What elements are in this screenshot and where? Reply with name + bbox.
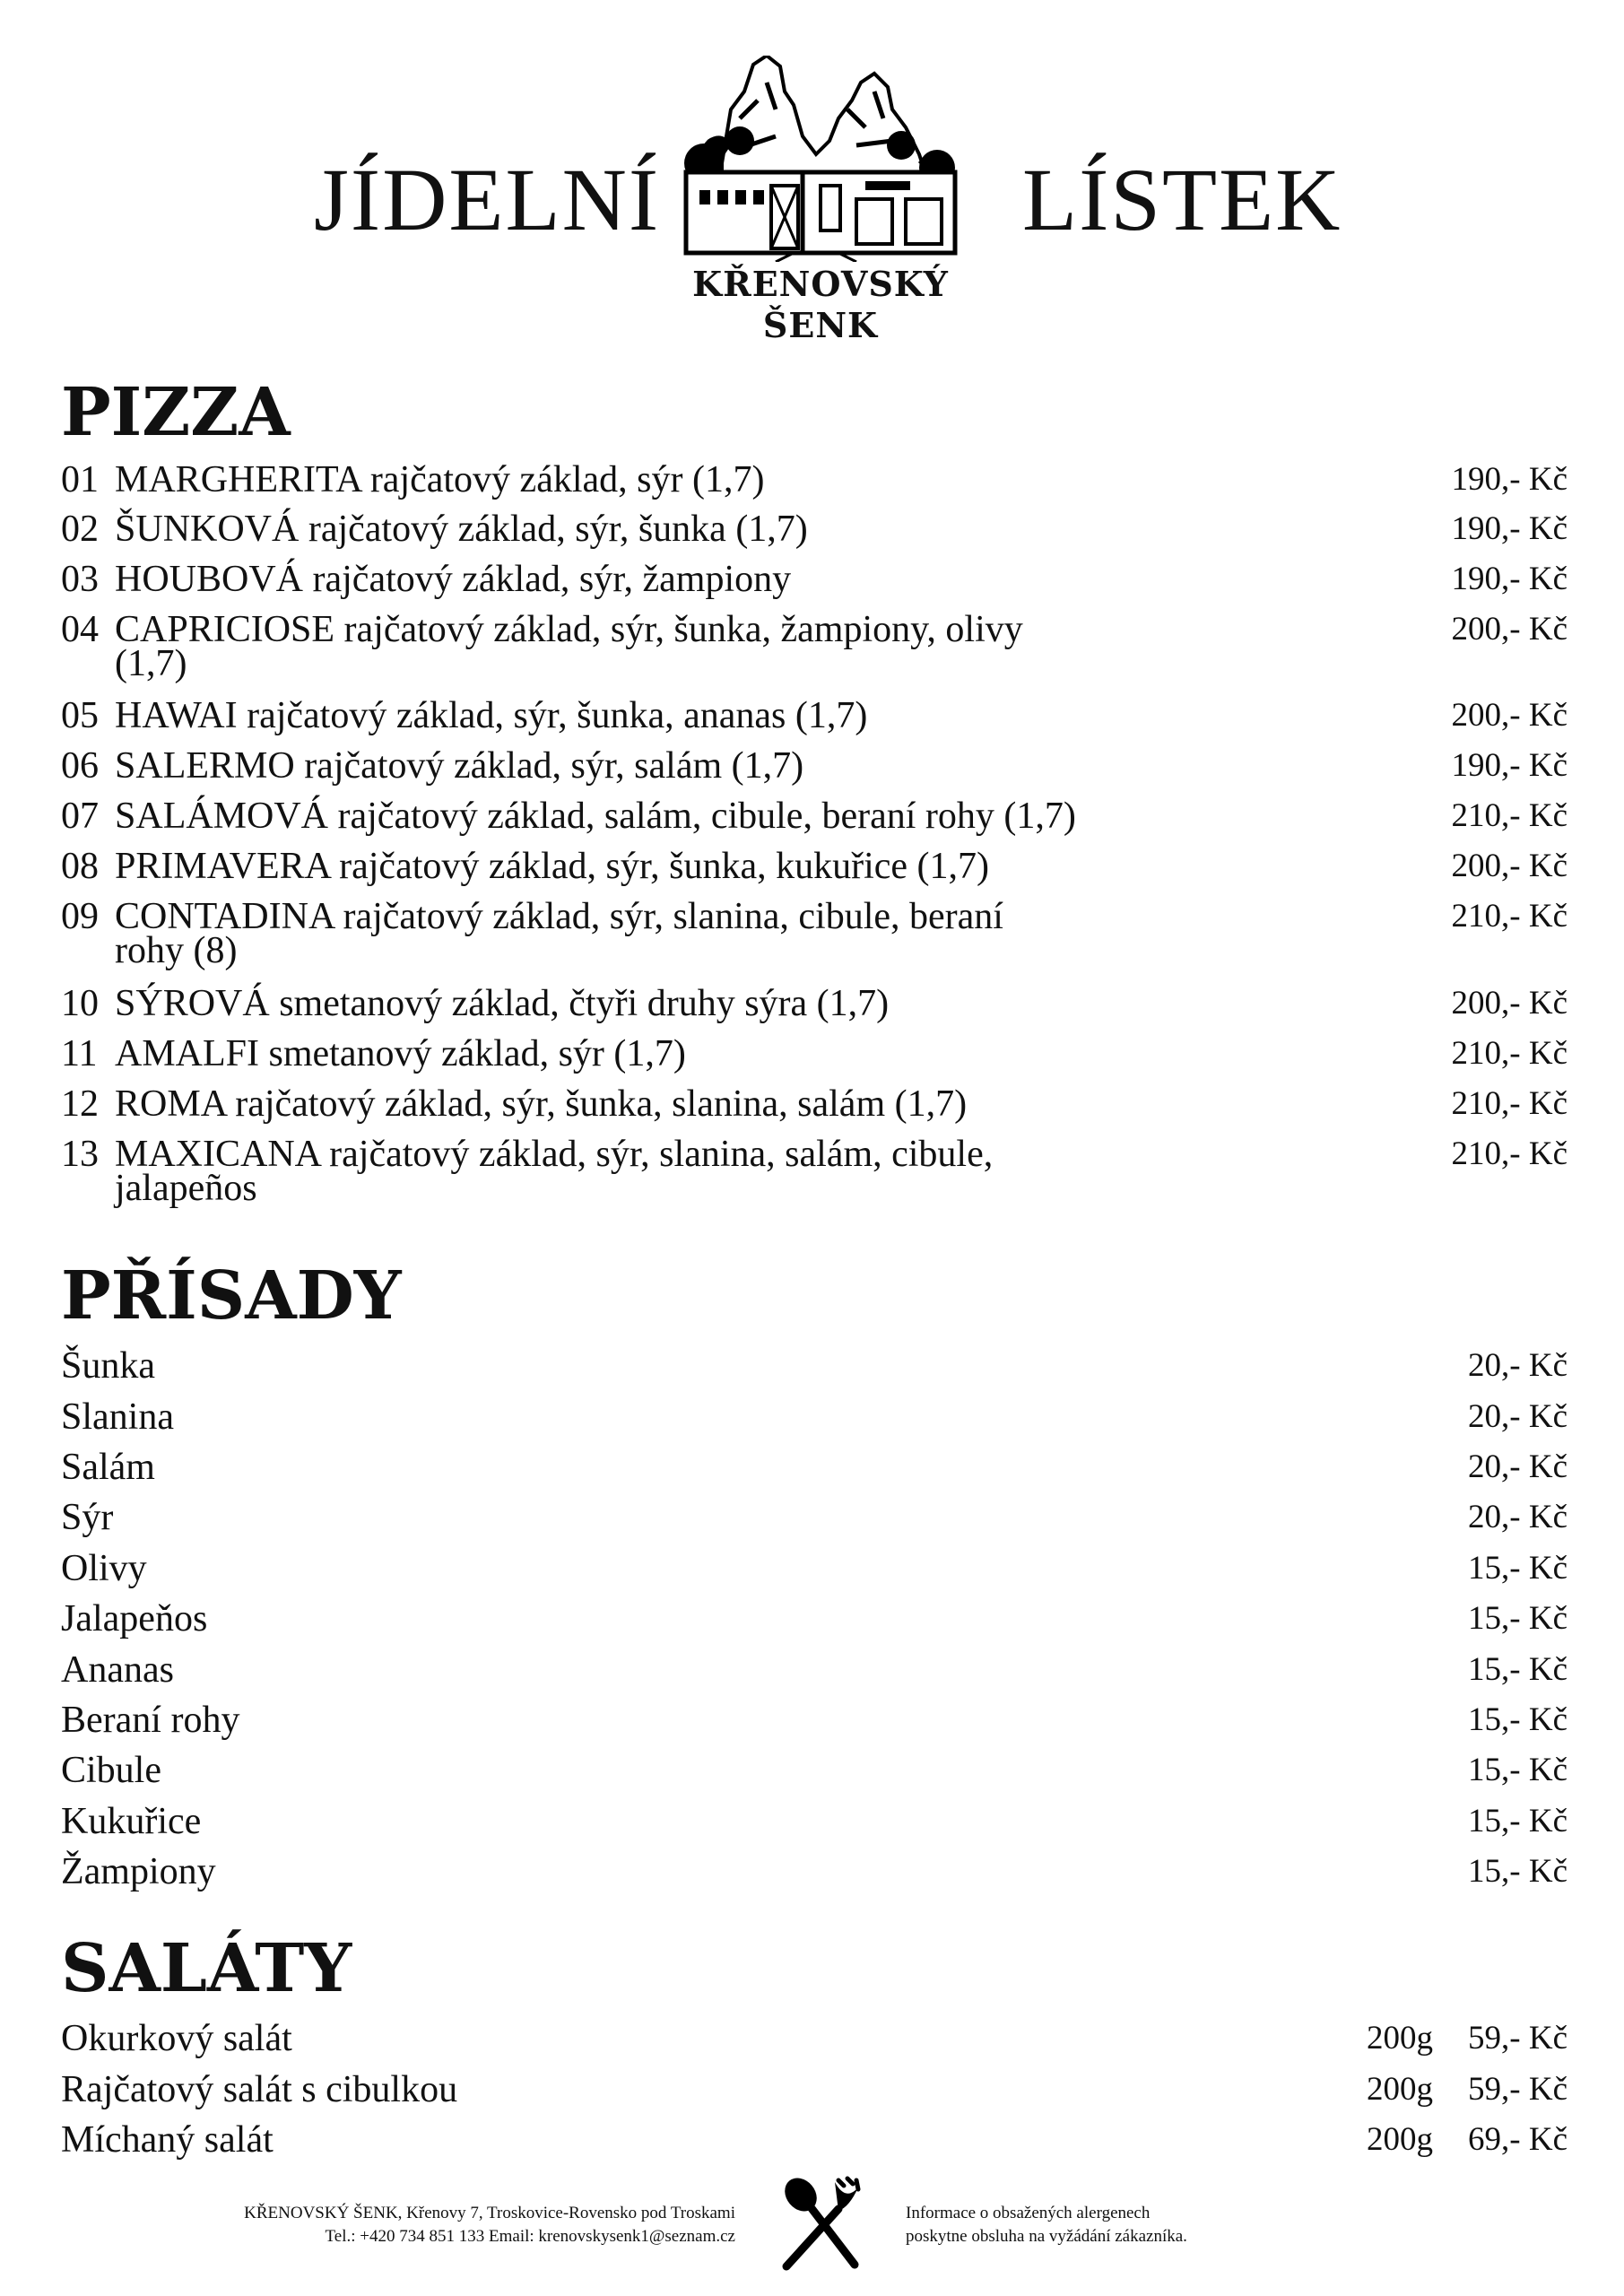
item-name: CONTADINA rajčatový základ, sýr, slanina, cibule, beraní [115,896,1003,937]
item-name: MAXICANA rajčatový základ, sýr, slanina, salám, cibule, [115,1134,994,1175]
item-price: 20,- Kč [1468,1448,1568,1485]
footer-address [152,2202,735,2248]
item-price: 210,- Kč [1451,898,1568,935]
item-price: 200,- Kč [1451,985,1568,1022]
menu-header [0,0,1624,350]
item-number: 02 [61,509,99,550]
item-price: 15,- Kč [1468,1600,1568,1637]
item-name-continued: jalapeños [115,1168,257,1209]
section-title-pizza: PIZZA [61,374,291,451]
menu-footer [0,2175,1624,2274]
item-name: Slanina [61,1396,174,1438]
castle-building-logo-icon [659,56,982,262]
item-number: 06 [61,745,99,787]
prisady-section [61,1256,1568,1910]
footer-allergen-line1: Informace o obsažených alergenech [906,2204,1151,2222]
item-price: 15,- Kč [1468,1701,1568,1738]
item-name: Beraní rohy [61,1700,240,1741]
item-name: SALÁMOVÁ rajčatový základ, salám, cibule, beraní rohy (1,7) [115,796,1076,837]
item-price: 190,- Kč [1451,510,1568,547]
item-name: Míchaný salát [61,2119,274,2161]
item-number: 10 [61,983,99,1024]
item-name-continued: rohy (8) [115,930,238,971]
title-left: JÍDELNÍ [314,150,661,249]
logo-text-line1: KŘENOVSKÝ [692,264,949,304]
restaurant-logo [659,56,982,343]
item-name: MARGHERITA rajčatový základ, sýr (1,7) [115,459,765,500]
item-number: 11 [61,1033,98,1074]
item-price: 15,- Kč [1468,1651,1568,1688]
item-price: 59,- Kč [1468,2071,1568,2108]
item-price: 190,- Kč [1451,747,1568,784]
section-title-prisady: PŘÍSADY [61,1257,402,1335]
item-name: Olivy [61,1548,147,1589]
logo-text-line2: ŠENK [762,305,879,345]
item-name: CAPRICIOSE rajčatový základ, sýr, šunka, žampiony, olivy [115,609,1023,650]
item-name: Ananas [61,1649,174,1691]
item-weight: 200g [1367,2121,1433,2158]
item-name: Sýr [61,1497,114,1538]
section-title-salaty: SALÁTY [61,1930,352,2007]
item-price: 190,- Kč [1451,561,1568,597]
footer-allergen-info [906,2202,1354,2248]
item-number: 13 [61,1134,99,1175]
item-weight: 200g [1367,2071,1433,2108]
item-price: 20,- Kč [1468,1398,1568,1435]
item-name: PRIMAVERA rajčatový základ, sýr, šunka, kukuřice (1,7) [115,846,990,887]
item-name: SÝROVÁ smetanový základ, čtyři druhy sýra (1,7) [115,983,890,1024]
item-name: Okurkový salát [61,2018,292,2059]
item-name: Salám [61,1447,155,1488]
item-name: Kukuřice [61,1801,202,1842]
item-price: 210,- Kč [1451,1085,1568,1122]
item-price: 200,- Kč [1451,697,1568,734]
item-name: ŠUNKOVÁ rajčatový základ, sýr, šunka (1,7) [115,509,808,550]
footer-address-line2: Tel.: +420 734 851 133 Email: krenovskysenk1@seznam.cz [325,2227,735,2246]
title-right: LÍSTEK [1022,150,1342,249]
item-price: 200,- Kč [1451,611,1568,648]
cutlery-icon [776,2175,865,2274]
item-weight: 200g [1367,2020,1433,2057]
item-name: Žampiony [61,1851,216,1892]
item-name: HAWAI rajčatový základ, sýr, šunka, ananas (1,7) [115,695,868,736]
item-number: 08 [61,846,99,887]
footer-allergen-line2: poskytne obsluha na vyžádání zákazníka. [906,2227,1187,2246]
item-price: 15,- Kč [1468,1853,1568,1890]
item-price: 15,- Kč [1468,1803,1568,1839]
footer-address-line1: KŘENOVSKÝ ŠENK, Křenovy 7, Troskovice-Rovensko pod Troskami [244,2204,735,2222]
item-name: AMALFI smetanový základ, sýr (1,7) [115,1033,686,1074]
item-price: 69,- Kč [1468,2121,1568,2158]
item-number: 05 [61,695,99,736]
item-name: Rajčatový salát s cibulkou [61,2069,458,2110]
item-name: Cibule [61,1750,161,1791]
item-name-continued: (1,7) [115,643,187,684]
salaty-section [61,1928,1568,2161]
item-number: 12 [61,1083,99,1125]
item-number: 09 [61,896,99,937]
item-price: 200,- Kč [1451,848,1568,884]
item-number: 04 [61,609,99,650]
item-name: Šunka [61,1345,155,1387]
item-price: 190,- Kč [1451,461,1568,498]
item-price: 59,- Kč [1468,2020,1568,2057]
item-price: 20,- Kč [1468,1347,1568,1384]
pizza-section [61,372,1568,1233]
item-name: ROMA rajčatový základ, sýr, šunka, slanina, salám (1,7) [115,1083,968,1125]
item-number: 07 [61,796,99,837]
item-price: 210,- Kč [1451,1035,1568,1072]
item-price: 15,- Kč [1468,1550,1568,1587]
item-price: 15,- Kč [1468,1752,1568,1788]
item-price: 210,- Kč [1451,1135,1568,1172]
item-name: Jalapeňos [61,1598,208,1639]
item-name: HOUBOVÁ rajčatový základ, sýr, žampiony [115,559,792,600]
item-price: 20,- Kč [1468,1499,1568,1535]
item-price: 210,- Kč [1451,797,1568,834]
item-number: 03 [61,559,99,600]
item-name: SALERMO rajčatový základ, sýr, salám (1,7) [115,745,804,787]
item-number: 01 [61,459,99,500]
